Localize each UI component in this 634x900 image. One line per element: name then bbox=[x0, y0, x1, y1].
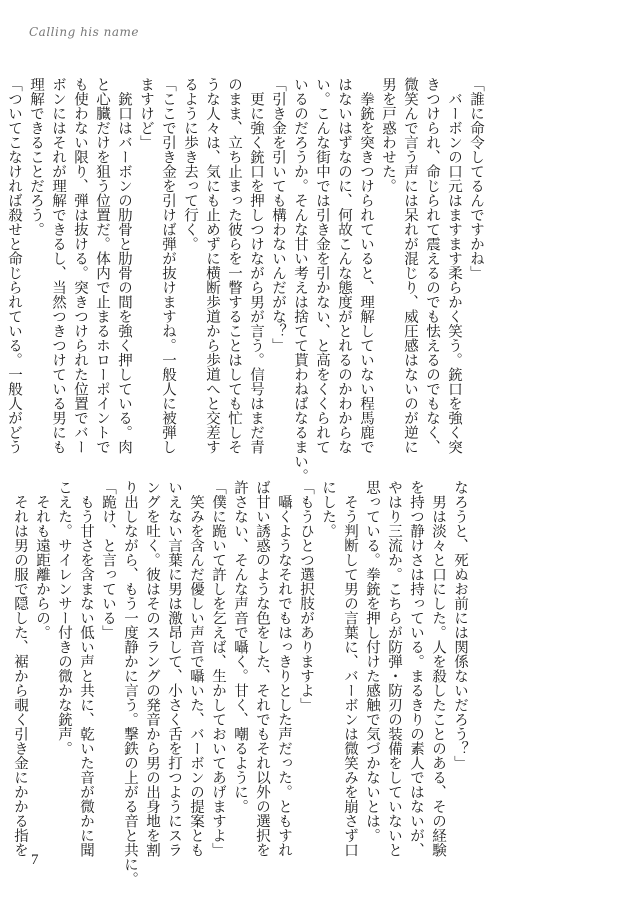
text-line: 銃口はバーボンの肋骨と肋骨の間を強く押している。肉 bbox=[116, 77, 132, 454]
upper-text-block bbox=[4, 77, 486, 483]
text-line: るように歩き去って行く。 bbox=[182, 77, 198, 251]
lower-text-block bbox=[10, 480, 470, 886]
text-line: いるのだろうか。そんな甘い考えは捨てて貰わねばなるまい。 bbox=[292, 77, 308, 483]
text-line: 許さない、そんな声音で囁く。甘く、嘲るように。 bbox=[232, 480, 248, 814]
text-line: 拳銃を突きつけられていると、理解していない程馬鹿で bbox=[358, 77, 374, 454]
text-line: 男を戸惑わせた。 bbox=[380, 77, 396, 193]
text-line: やはり三流か。こちらが防弾・防刃の装備をしていないと bbox=[386, 480, 402, 857]
text-line: いえない言葉に男は激昂して、小さく舌を打つようにスラ bbox=[166, 480, 182, 857]
text-line: そう判断して男の言葉に、バーボンは微笑みを崩さず口 bbox=[342, 480, 358, 857]
text-line: 「もうひとつ選択肢がありますよ」 bbox=[298, 480, 314, 712]
text-line: 「跪け、と言っている」 bbox=[100, 480, 116, 640]
text-line: にした。 bbox=[320, 480, 336, 538]
text-line: を持つ静けさは持っている。まるきりの素人ではないが、 bbox=[408, 480, 424, 857]
text-line: なろうと、死ぬお前には関係ないだろう？」 bbox=[452, 480, 468, 770]
text-line: も使わない限り、弾は抜ける。突きつけられた位置でバー bbox=[72, 77, 88, 454]
text-line: ますけど」 bbox=[138, 77, 154, 150]
text-line: それは男の服で隠した、裾から覗く引き金にかかる指を bbox=[12, 480, 28, 857]
text-line: い。こんな街中では引き金を引かない、と高をくくられて bbox=[314, 77, 330, 454]
text-line: と心臓だけを狙う位置だ。体内で止まるホローポイントで bbox=[94, 77, 110, 454]
text-line: 更に強く銃口を押しつけながら男が言う。信号はまだ青 bbox=[248, 77, 264, 454]
text-line: ボンにはそれが理解できるし、当然つきつけている男にも bbox=[50, 77, 66, 454]
text-line: もう甘さを含まない低い声と共に、乾いた音が微かに聞 bbox=[78, 480, 94, 857]
text-line: はないはずなのに、何故こんな態度がとれるのかわからな bbox=[336, 77, 352, 454]
text-line: 理解できることだろう。 bbox=[28, 77, 44, 237]
text-line: り出しながら、もう一度静かに言う。撃鉄の上がる音と共に。 bbox=[122, 480, 138, 886]
text-line: 「ついてこなければ殺せと命じられている。一般人がどう bbox=[6, 77, 22, 454]
page-number: 7 bbox=[31, 852, 39, 868]
text-line: 男は淡々と口にした。人を殺したことのある、その経験 bbox=[430, 480, 446, 857]
text-line: 思っている。拳銃を押し付けた感触で気づかないとは。 bbox=[364, 480, 380, 843]
text-line: きつけられ、命じられて震えるのでも怯えるのでもなく、 bbox=[424, 77, 440, 454]
text-line: それも遠距離からの。 bbox=[34, 480, 50, 640]
text-line: のまま、立ち止まった彼らを一瞥することはしても忙しそ bbox=[226, 77, 242, 454]
text-line: バーボンの口元はますます柔らかく笑う。銃口を強く突 bbox=[446, 77, 462, 454]
text-line: こえた。サイレンサー付きの微かな銃声。 bbox=[56, 480, 72, 756]
text-line: 「ここで引き金を引けば弾が抜けますね。一般人に被弾し bbox=[160, 77, 176, 454]
text-line: 笑みを含んだ優しい声音で囁いた、バーボンの提案とも bbox=[188, 480, 204, 857]
text-line: 「引き金を引いても構わないんだがな？」 bbox=[270, 77, 286, 353]
text-line: 微笑んで言う声には呆れが混じり、威圧感はないのが逆に bbox=[402, 77, 418, 454]
text-line: 「僕に跪いて許しを乞えば、生かしておいてあげますよ」 bbox=[210, 480, 226, 857]
text-line: ば甘い誘惑のような色をした、それでもそれ以外の選択を bbox=[254, 480, 270, 857]
text-line: 「誰に命令してるんですかね」 bbox=[468, 77, 484, 280]
text-line: 囁くようなそれでもはっきりとした声だった。ともすれ bbox=[276, 480, 292, 857]
text-line: ングを吐く。彼はそのスラングの発音から男の出身地を割 bbox=[144, 480, 160, 857]
text-line: うな人々は、気にも止めずに横断歩道から歩道へと交差す bbox=[204, 77, 220, 454]
running-header-title: Calling his name bbox=[29, 25, 139, 39]
